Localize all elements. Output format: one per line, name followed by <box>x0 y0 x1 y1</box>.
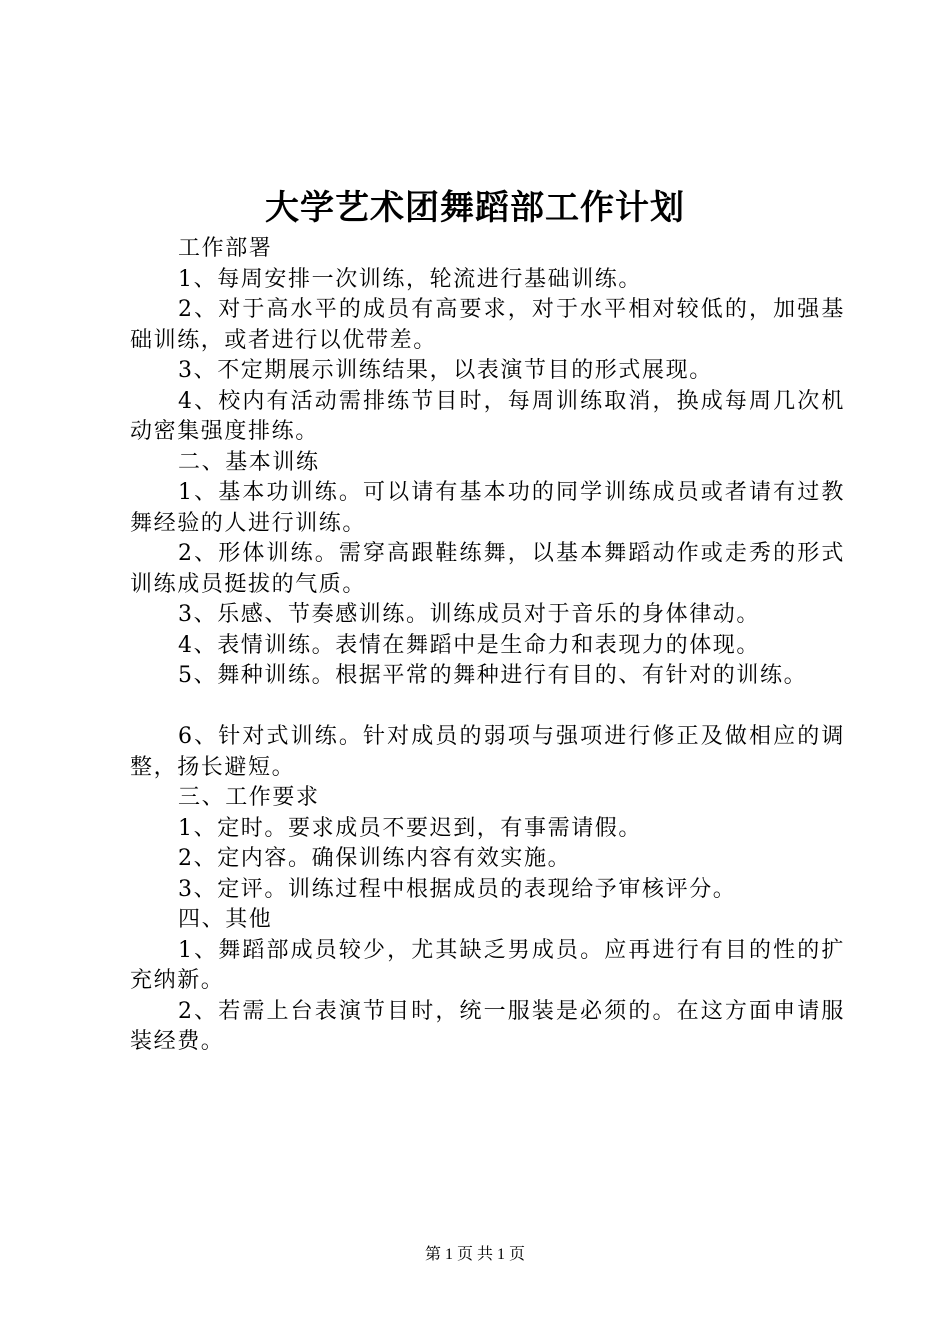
paragraph: 2、定内容。确保训练内容有效实施。 <box>178 846 572 871</box>
document-title: 大学艺术团舞蹈部工作计划 <box>265 188 685 228</box>
paragraph: 5、舞种训练。根据平常的舞种进行有目的、有针对的训练。 <box>178 663 808 688</box>
paragraph: 4、表情训练。表情在舞蹈中是生命力和表现力的体现。 <box>178 632 760 658</box>
paragraph: 1、基本功训练。可以请有基本功的同学训练成员或者请有过教舞经验的人进行训练。 <box>130 480 845 536</box>
page-footer: 第 1 页 共 1 页 <box>424 1246 525 1263</box>
paragraph: 1、定时。要求成员不要迟到，有事需请假。 <box>178 815 642 841</box>
paragraph: 3、乐感、节奏感训练。训练成员对于音乐的身体律动。 <box>178 602 760 627</box>
paragraph: 2、对于高水平的成员有高要求，对于水平相对较低的，加强基础训练，或者进行以优带差。 <box>130 297 845 353</box>
paragraph: 3、定评。训练过程中根据成员的表现给予审核评分。 <box>178 876 737 902</box>
paragraph: 2、若需上台表演节目时，统一服装是必须的。在这方面申请服装经费。 <box>130 998 845 1054</box>
section-heading-other: 四、其他 <box>178 907 273 932</box>
section-heading-work-requirements: 三、工作要求 <box>178 785 320 810</box>
paragraph: 3、不定期展示训练结果，以表演节目的形式展现。 <box>178 358 713 383</box>
paragraph: 1、每周安排一次训练，轮流进行基础训练。 <box>178 266 642 292</box>
section-heading-work-deployment: 工作部署 <box>178 236 273 261</box>
document-body <box>130 234 845 1058</box>
paragraph: 6、针对式训练。针对成员的弱项与强项进行修正及做相应的调整，扬长避短。 <box>130 724 845 780</box>
paragraph: 2、形体训练。需穿高跟鞋练舞，以基本舞蹈动作或走秀的形式训练成员挺拔的气质。 <box>130 541 845 597</box>
paragraph: 4、校内有活动需排练节目时，每周训练取消，换成每周几次机动密集强度排练。 <box>130 388 845 444</box>
section-heading-basic-training: 二、基本训练 <box>178 449 320 475</box>
paragraph: 1、舞蹈部成员较少，尤其缺乏男成员。应再进行有目的性的扩充纳新。 <box>130 937 845 993</box>
